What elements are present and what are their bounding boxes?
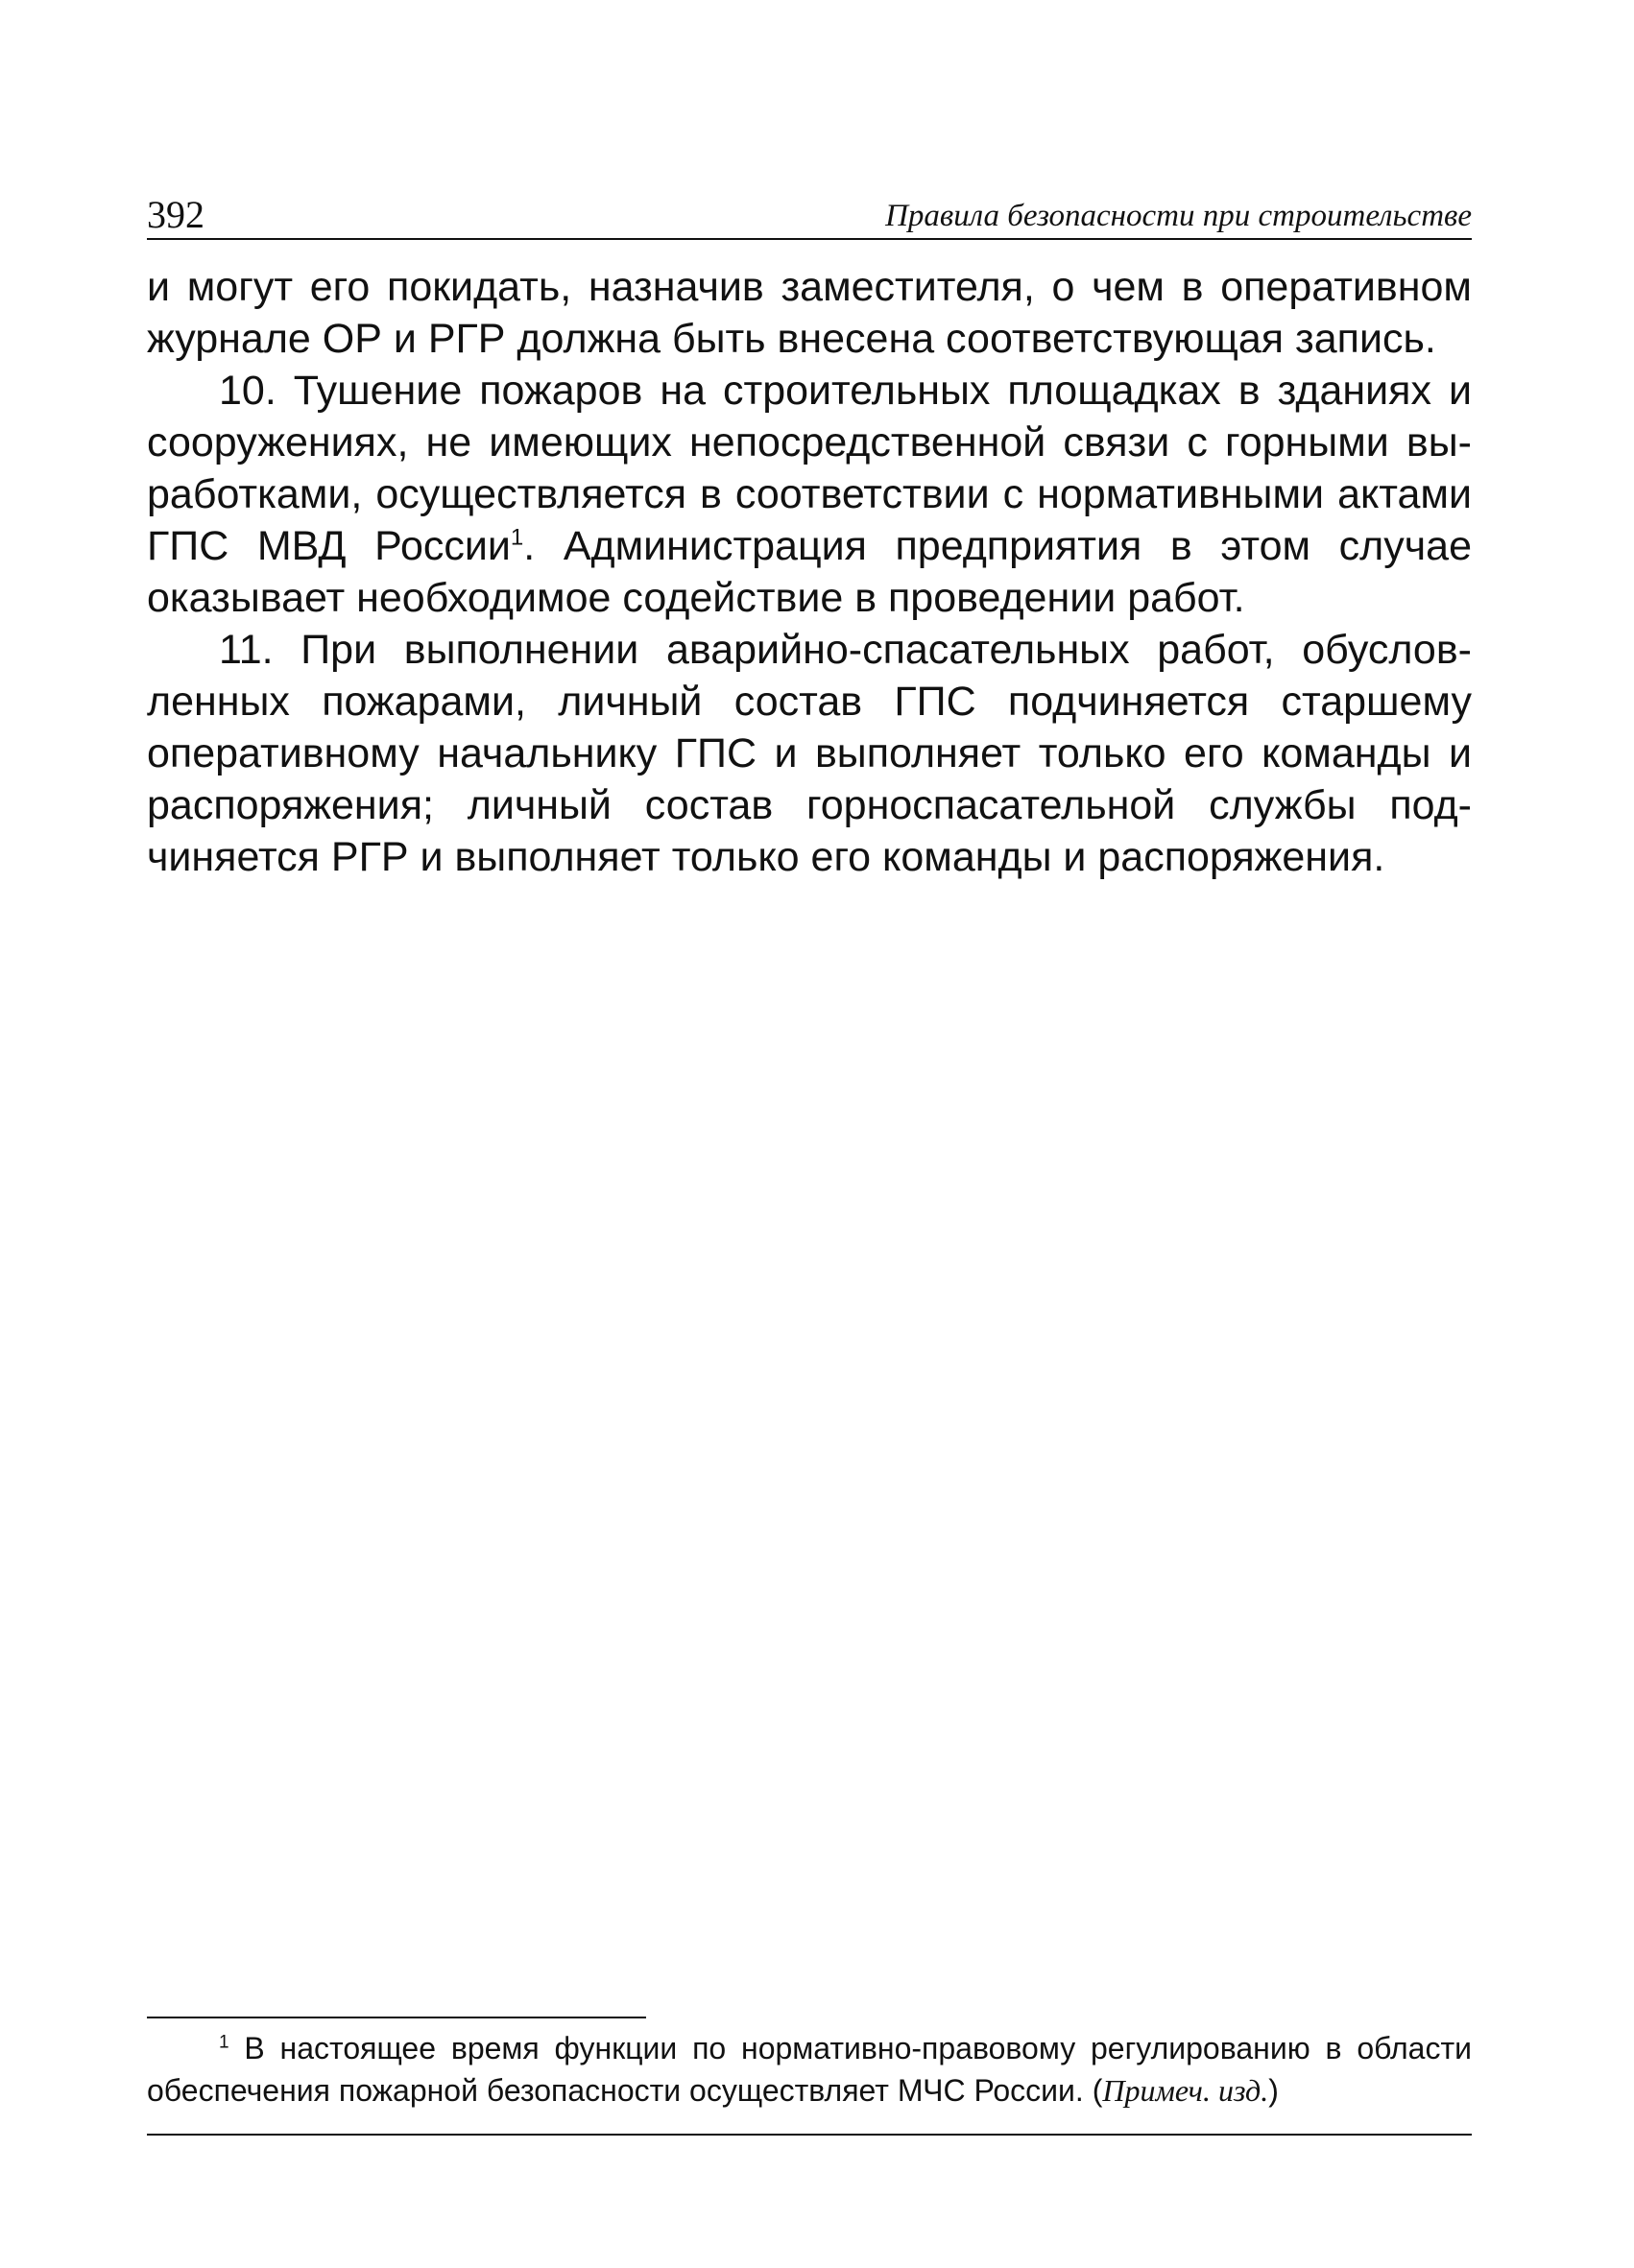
paragraph-10-text-end: . Администрация предприятия в этом случае оказывает необходимое содействие в проведении работ. — [147, 523, 1472, 621]
paragraph-10-text-start: 10. Тушение пожаров на строительных площадках в зданиях и сооружениях, не имеющих непосредственной связи с горными выработками, осуществляется в соответствии с нормативными актами ГПС МВД России — [147, 368, 1472, 569]
editor-note-label: Примеч. изд. — [1102, 2073, 1269, 2108]
footnote-marker: 1 — [219, 2032, 229, 2053]
footnote-reference[interactable]: 1 — [510, 524, 524, 551]
footnote-separator — [147, 2017, 646, 2018]
paragraph-11: 11. При выполнении аварийно-спасательных работ, обусловленных пожарами, личный состав ГПС подчиняется старшему оперативному начальнику ГПС и выполняет только его команды и распоряжения; личный состав горноспасательной службы подчиняется РГР и выполняет только его команды и распоряжения. — [147, 627, 1472, 880]
footnote — [147, 2027, 1472, 2112]
body-text — [147, 261, 1472, 883]
bottom-rule — [147, 2134, 1472, 2136]
paragraph-continuation: и могут его покидать, назначив заместителя, о чем в оперативном журнале ОР и РГР должна быть внесена соответствующая запись. — [147, 264, 1472, 362]
footnote-paragraph — [147, 2027, 1472, 2112]
footnote-closing: ) — [1268, 2073, 1279, 2108]
page-header — [147, 184, 1472, 240]
footnote-text: В настоящее время функции по нормативно-правовому регулированию в области обеспечения пожарной безопасности осуществляет МЧС России. ( — [147, 2031, 1472, 2108]
running-title: Правила безопасности при строительстве — [885, 199, 1472, 233]
paragraph-10 — [147, 365, 1472, 624]
page-number: 392 — [147, 193, 204, 236]
